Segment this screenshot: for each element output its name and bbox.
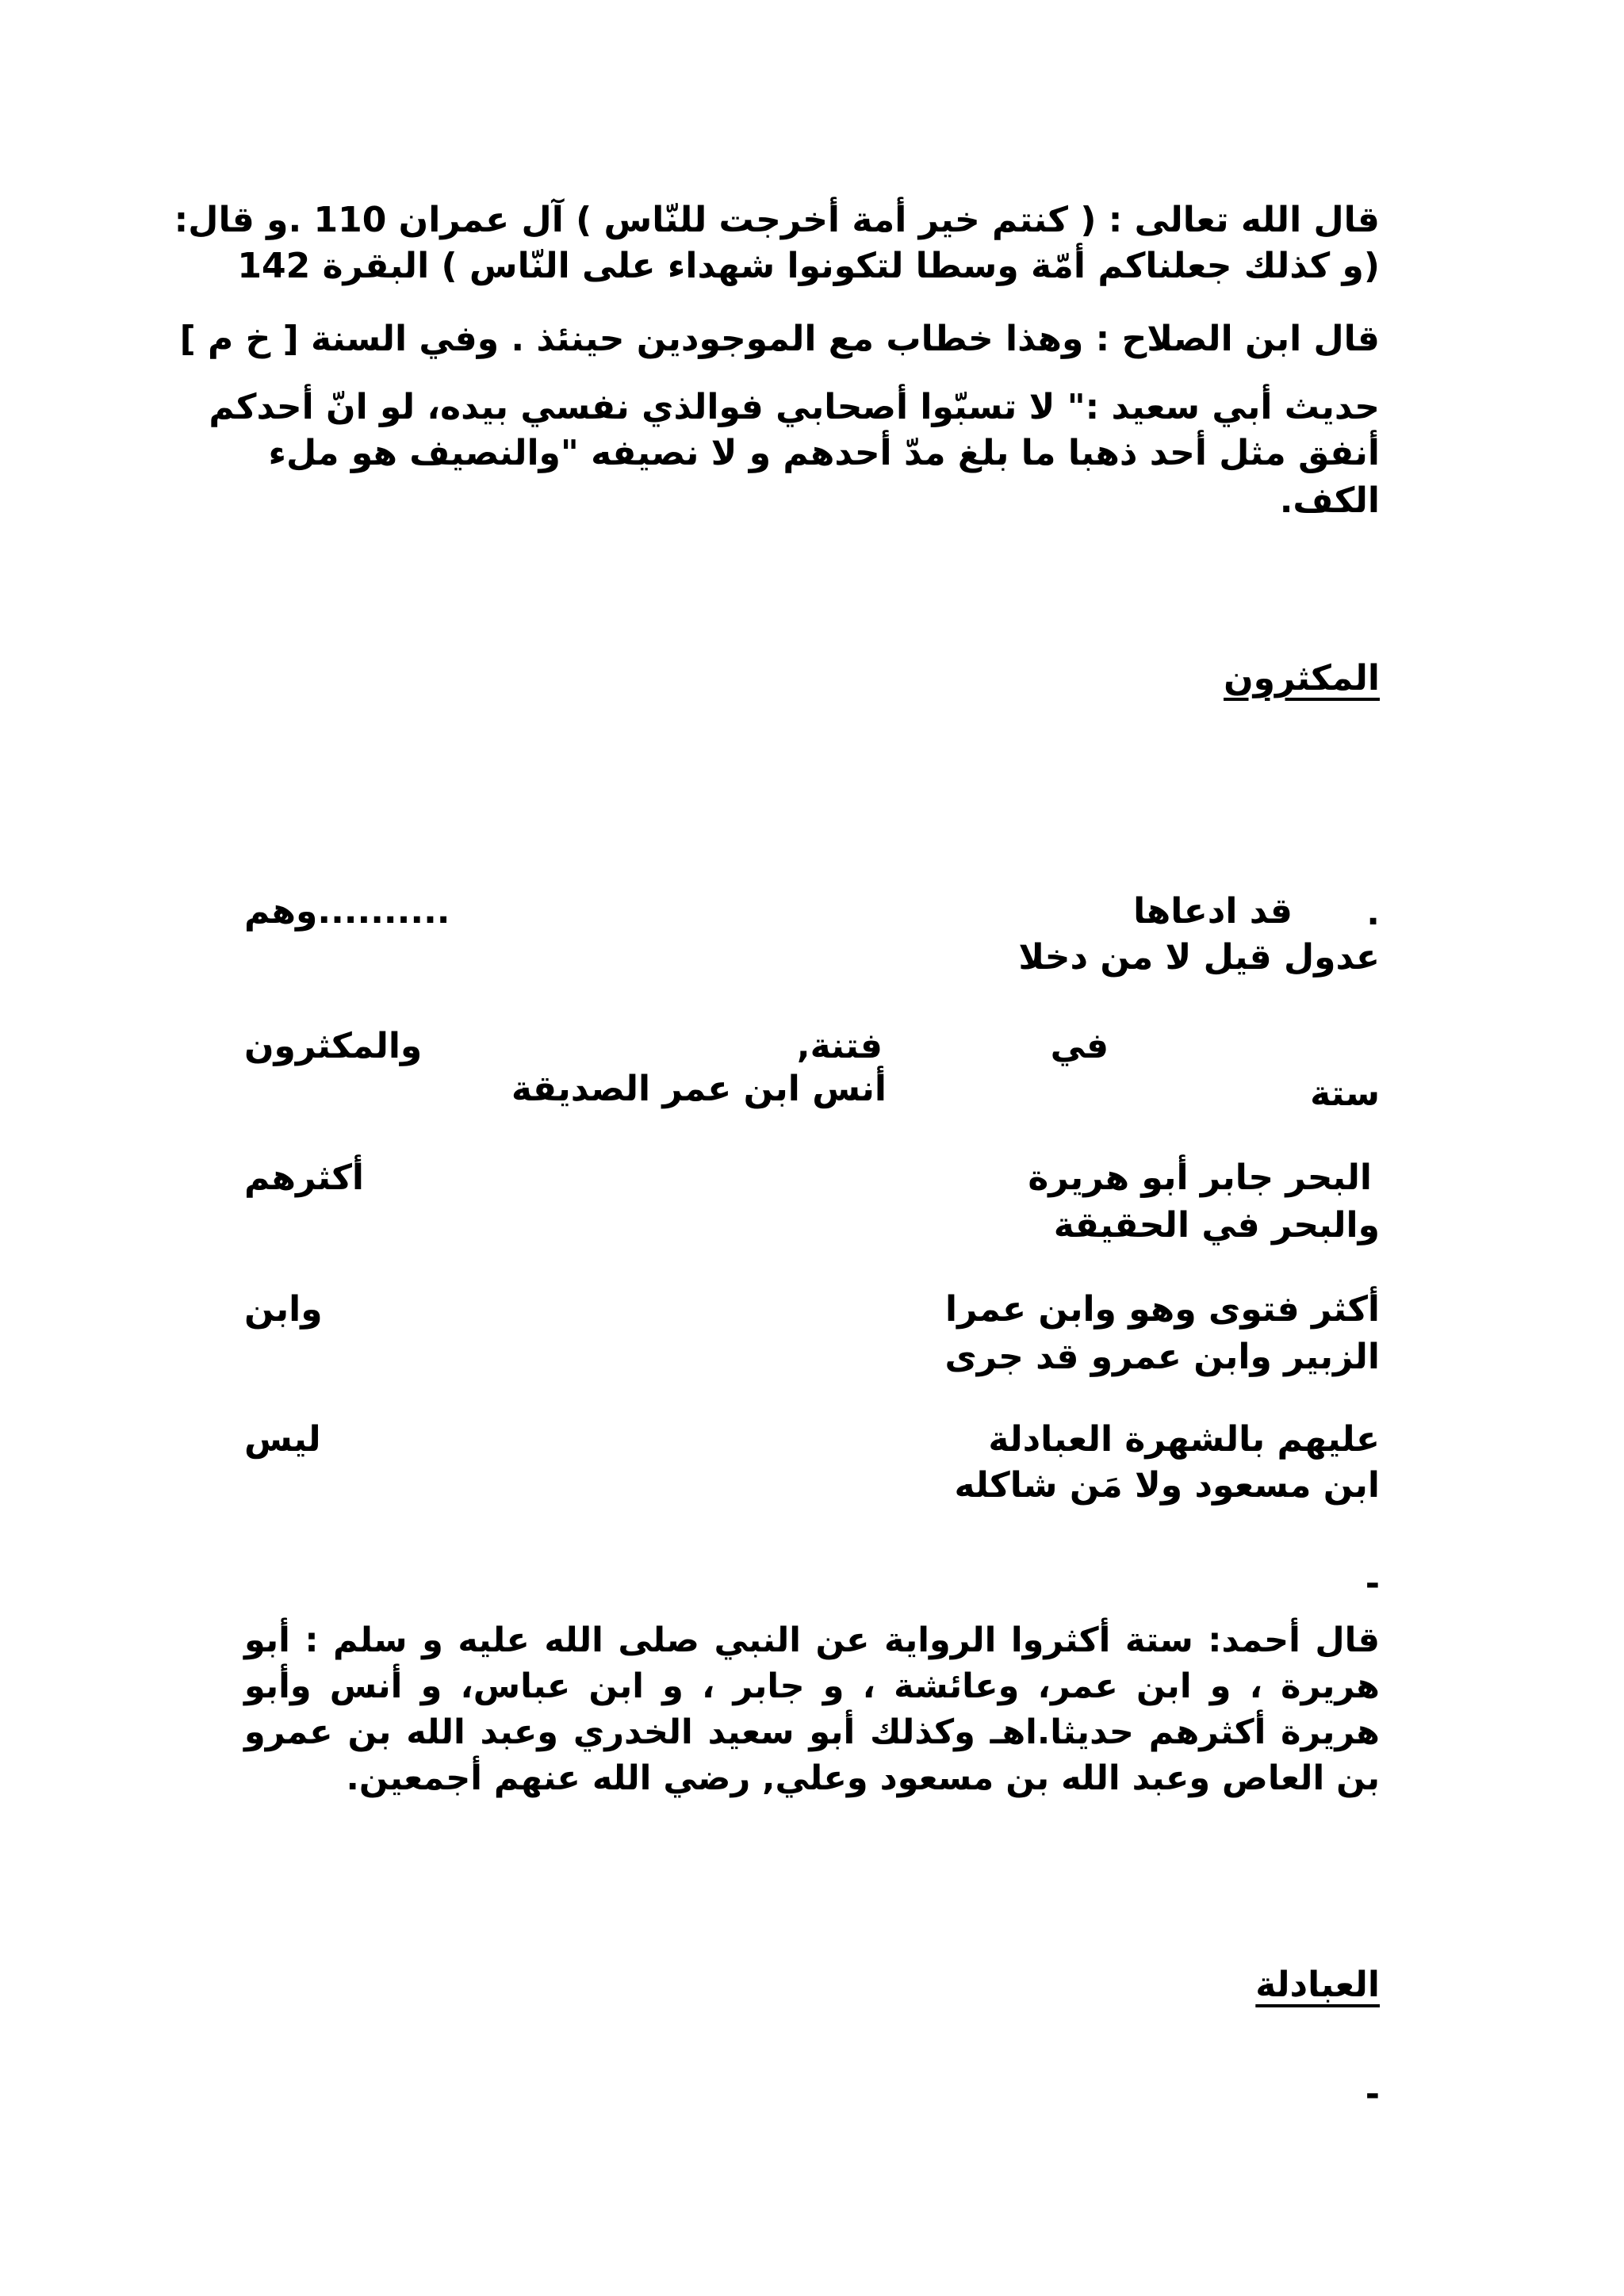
poem-row5-left: أكثرهم: [244, 1158, 365, 1198]
poem-row4-mid: أنس ابن عمر الصديقة: [511, 1069, 887, 1109]
poem-row8: الزبير وابن عمرو قد جرى: [944, 1337, 1380, 1377]
poem-row9-left: ليس: [244, 1419, 321, 1460]
paragraph2: قال أحمد: ستة أكثروا الرواية عن النبي صلى الله عليه و سلم : أبو هريرة ، و ابن عمر، وعائشة ، و جابر ، و ابن عباس، و أنس وأبو هريرة أكثرهم حديثا.اهـ وكذلك أبو سعيد الخدري وعبد الله بن عمرو بن العاص وعبد الله بن مسعود وعلي, رضي الله عنهم أجمعين.: [244, 1621, 1380, 1798]
paragraph1-line-3: أنفق مثل أحد ذهبا ما بلغ مدّ أحدهم و لا نصيفه "والنصيف هو ملء: [268, 433, 1380, 473]
separator-dash-2: -: [1365, 2074, 1380, 2114]
heading-abadila: العبادلة: [1255, 1965, 1380, 2005]
poem-row4-right: ستة: [1310, 1073, 1380, 1114]
poem-row1-right: قد ادعاها: [1133, 891, 1293, 932]
separator-dash-1: -: [1365, 1563, 1380, 1604]
paragraph1-line-1: قال ابن الصلاح : وهذا خطاب مع الموجودين حينئذ . وفي السنة [ خ م ]: [179, 319, 1380, 359]
poem-row3-fi: في: [1050, 1026, 1109, 1066]
poem-row7-right: أكثر فتوى وهو وابن عمرا: [945, 1289, 1380, 1330]
poem-row2: عدول قيل لا من دخلا: [1018, 937, 1380, 978]
paragraph1-line-2: حديث أبي سعيد :" لا تسبّوا أصحابي فوالذي نفسي بيده، لو انّ أحدكم: [209, 387, 1380, 427]
poem-row3-left: والمكثرون: [244, 1026, 423, 1066]
paragraph1-line-4: الكف.: [1279, 480, 1380, 521]
poem-row7-left: وابن: [244, 1289, 323, 1330]
heading-mukthiroon: المكثرون: [1224, 658, 1380, 698]
verse-line-1: قال الله تعالى : ( كنتم خير أمة أخرجت للنّاس ) آل عمران 110 .و قال:: [174, 200, 1380, 240]
poem-row9-right: عليهم بالشهرة العبادلة: [988, 1419, 1380, 1460]
poem-row5-right: البحر جابر أبو هريرة: [1028, 1158, 1372, 1198]
poem-dot: .: [1366, 893, 1380, 933]
poem-row10: ابن مسعود ولا مَن شاكله: [954, 1465, 1380, 1506]
poem-row1-left: ..........وهم: [244, 891, 450, 932]
verse-line-2: (و كذلك جعلناكم أمّة وسطا لتكونوا شهداء على النّاس ) البقرة 142: [237, 246, 1380, 286]
poem-row6: والبحر في الحقيقة: [1053, 1205, 1380, 1246]
poem-row3-fitna: فتنة,: [796, 1026, 883, 1066]
